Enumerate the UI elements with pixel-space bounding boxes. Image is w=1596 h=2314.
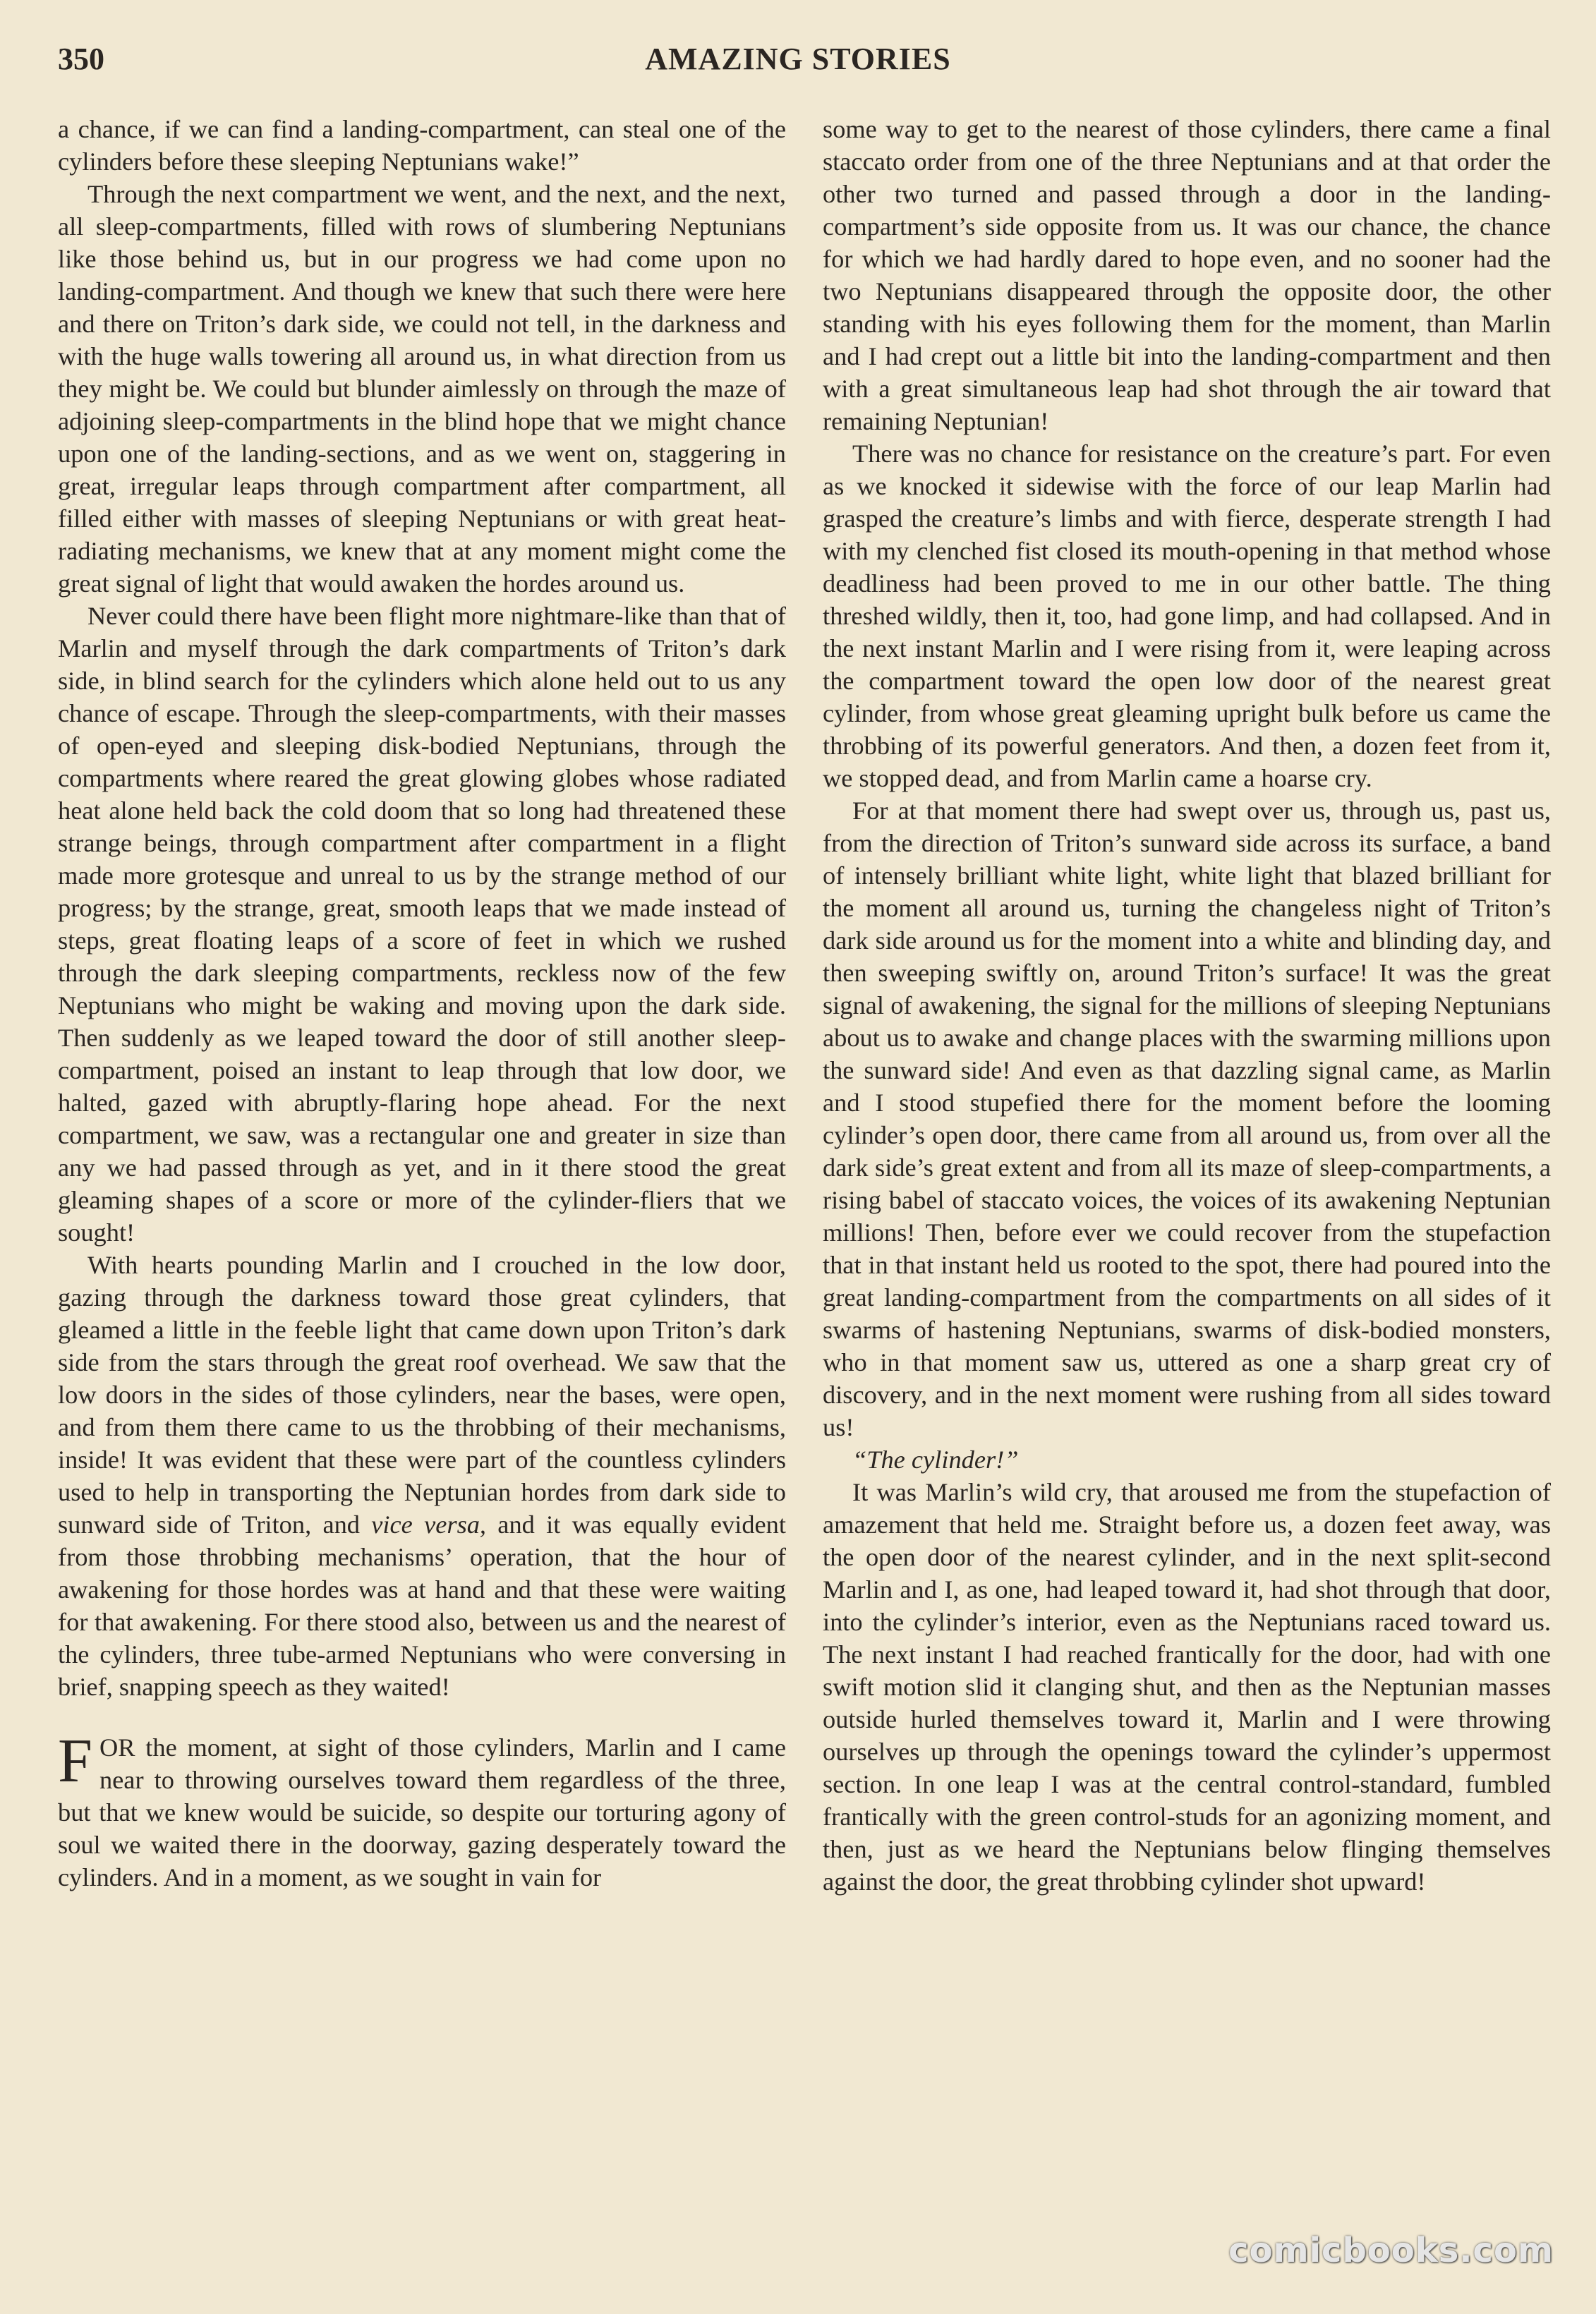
left-column xyxy=(58,113,786,1894)
paragraph: It was Marlin’s wild cry, that aroused me from the stupefaction of amazement that held me. Straight before us, a dozen feet away, was the open door of the nearest cylinder, and in the next split-second Marlin and I, as one, had leaped toward it, had shot through that door, into the cylinder’s interior, even as the Neptunians raced toward us. The next instant I had reached frantically for the door, had with one swift motion slid it clanging shut, and then as the Neptunian masses outside hurled themselves toward it, Marlin and I were throwing ourselves up through the openings toward the cylinder’s uppermost section. In one leap I was at the central control-standard, fumbled frantically with the green control-studs for an agonizing moment, and then, just as we heard the Neptunians below flinging themselves against the door, the great throbbing cylinder shot upward! xyxy=(823,1478,1551,1896)
drop-cap: F xyxy=(58,1727,92,1795)
section-paragraph xyxy=(58,1727,786,1894)
page-number: 350 xyxy=(58,42,104,76)
paragraph: a chance, if we can find a landing-compartment, can steal one of the cylinders before these sleeping Neptunians wake!” xyxy=(58,115,786,176)
paragraph: some way to get to the nearest of those cylinders, there came a final staccato order from one of the three Neptunians and at that order the other two turned and passed through a door in the landing-compartment’s side opposite from us. It was our chance, the chance for which we had hardly dared to hope even, and no sooner had the two Neptunians disappeared through the opposite door, the other standing with his eyes following them for the moment, than Marlin and I had crept out a little bit into the landing-compartment and then with a great simultaneous leap had shot through the air toward that remaining Neptunian! xyxy=(823,115,1551,435)
running-title: AMAZING STORIES xyxy=(645,42,951,76)
watermark: comicbooks.com xyxy=(1228,2231,1554,2270)
paragraph-text: With hearts pounding Marlin and I crouched in the low door, gazing through the darkness toward those great cylinders, that gleamed a little in the feeble light that came down upon Triton’s dark side from the stars through the great roof overhead. We saw that the low doors in the sides of those cylinders, near the bases, were open, and from them there came to us the throbbing of their mechanisms, inside! It was evident that these were part of the countless cylinders used to help in transporting the Neptunian hordes from dark side to sunward side of Triton, and xyxy=(58,1251,786,1539)
paragraph-text: and it was equally evident from those throbbing mechanisms’ operation, that the hour of awakening for those hordes was at hand and that these were waiting for that awakening. For there stood also, between us and the nearest of the cylinders, three tube-armed Neptunians who were conversing in brief, snapping speech as they waited! xyxy=(58,1510,786,1701)
paragraph: There was no chance for resistance on the creature’s part. For even as we knocked it sidewise with the force of our leap Marlin had grasped the creature’s limbs and with fierce, desperate strength I had with my clenched fist closed its mouth-opening in that method whose deadliness had been proved to me in our other battle. The thing threshed wildly, then it, too, had gone limp, and had collapsed. And in the next instant Marlin and I were rising from it, were leaping across the compartment toward the open low door of the nearest great cylinder, from whose great gleaming upright bulk before us came the throbbing of its powerful generators. And then, a dozen feet from it, we stopped dead, and from Marlin came a hoarse cry. xyxy=(823,440,1551,792)
paragraph-text: OR the moment, at sight of those cylinders, Marlin and I came near to throwing ourselves toward them regardless of the three, but that we knew would be suicide, so despite our torturing agony of soul we waited there in the doorway, gazing desperately toward the cylinders. And in a moment, as we sought in vain for xyxy=(58,1733,786,1891)
paragraph xyxy=(58,1249,786,1703)
right-column xyxy=(823,113,1551,1898)
page-header xyxy=(58,41,1538,83)
italic-phrase: vice versa, xyxy=(371,1510,487,1539)
text-columns xyxy=(58,113,1551,2293)
paragraph: Through the next compartment we went, and the next, and the next, all sleep-compartments, filled with rows of slumbering Neptunians like those behind us, but in our progress we had come upon no landing-compartment. And though we knew that such there were here and there on Triton’s dark side, we could not tell, in the darkness and with the huge walls towering all around us, in what direction from us they might be. We could but blunder aimlessly on through the maze of adjoining sleep-compartments in the blind hope that we might chance upon one of the landing-sections, and as we went on, staggering in great, irregular leaps through compartment after compartment, all filled either with masses of sleeping Neptunians or with great heat-radiating mechanisms, we knew that at any moment might come the great signal of light that would awaken the hordes around us. xyxy=(58,180,786,598)
paragraph: Never could there have been flight more nightmare-like than that of Marlin and myself through the dark compartments of Triton’s dark side, in blind search for the cylinders which alone held out to us any chance of escape. Through the sleep-compartments, with their masses of open-eyed and sleeping disk-bodied Neptunians, through the compartments where reared the great glowing globes whose radiated heat alone held back the cold doom that so long had threatened these strange beings, through compartment after compartment in a flight made more grotesque and unreal to us by the strange method of our progress; by the strange, great, smooth leaps that we made instead of steps, great floating leaps of a score of feet in which we rushed through the dark sleeping compartments, reckless now of the few Neptunians who might be waking and moving upon the dark side. Then suddenly as we leaped toward the door of still another sleep-compartment, poised an instant to leap through that low door, we halted, gazed with abruptly-flaring hope ahead. For the next compartment, we saw, was a rectangular one and greater in size than any we had passed through as yet, and in it there stood the great gleaming shapes of a score or more of the cylinder-fliers that we sought! xyxy=(58,602,786,1247)
paragraph: For at that moment there had swept over us, through us, past us, from the direction of Triton’s sunward side across its surface, a band of intensely brilliant white light, white light that blazed brilliant for the moment all around us, turning the changeless night of Triton’s dark side around us for the moment into a white and blinding day, and then sweeping swiftly on, around Triton’s surface! It was the great signal of awakening, the signal for the millions of sleeping Neptunians about us to awake and change places with the swarming millions upon the sunward side! And even as that dazzling signal came, as Marlin and I stood stupefied there for the moment before the looming cylinder’s open door, there came from all around us, from over all the dark side’s great extent and from all its maze of sleep-compartments, a rising babel of staccato voices, the voices of its awakening Neptunian millions! Then, before ever we could recover from the stupefaction that in that instant held us rooted to the spot, there had poured into the great landing-compartment from the compartments on all sides of it swarms of hastening Neptunians, swarms of disk-bodied monsters, who in that moment saw us, uttered as one a sharp great cry of discovery, and in the next moment were rushing from all sides toward us! xyxy=(823,796,1551,1441)
dialogue-line: “The cylinder!” xyxy=(852,1446,1019,1474)
